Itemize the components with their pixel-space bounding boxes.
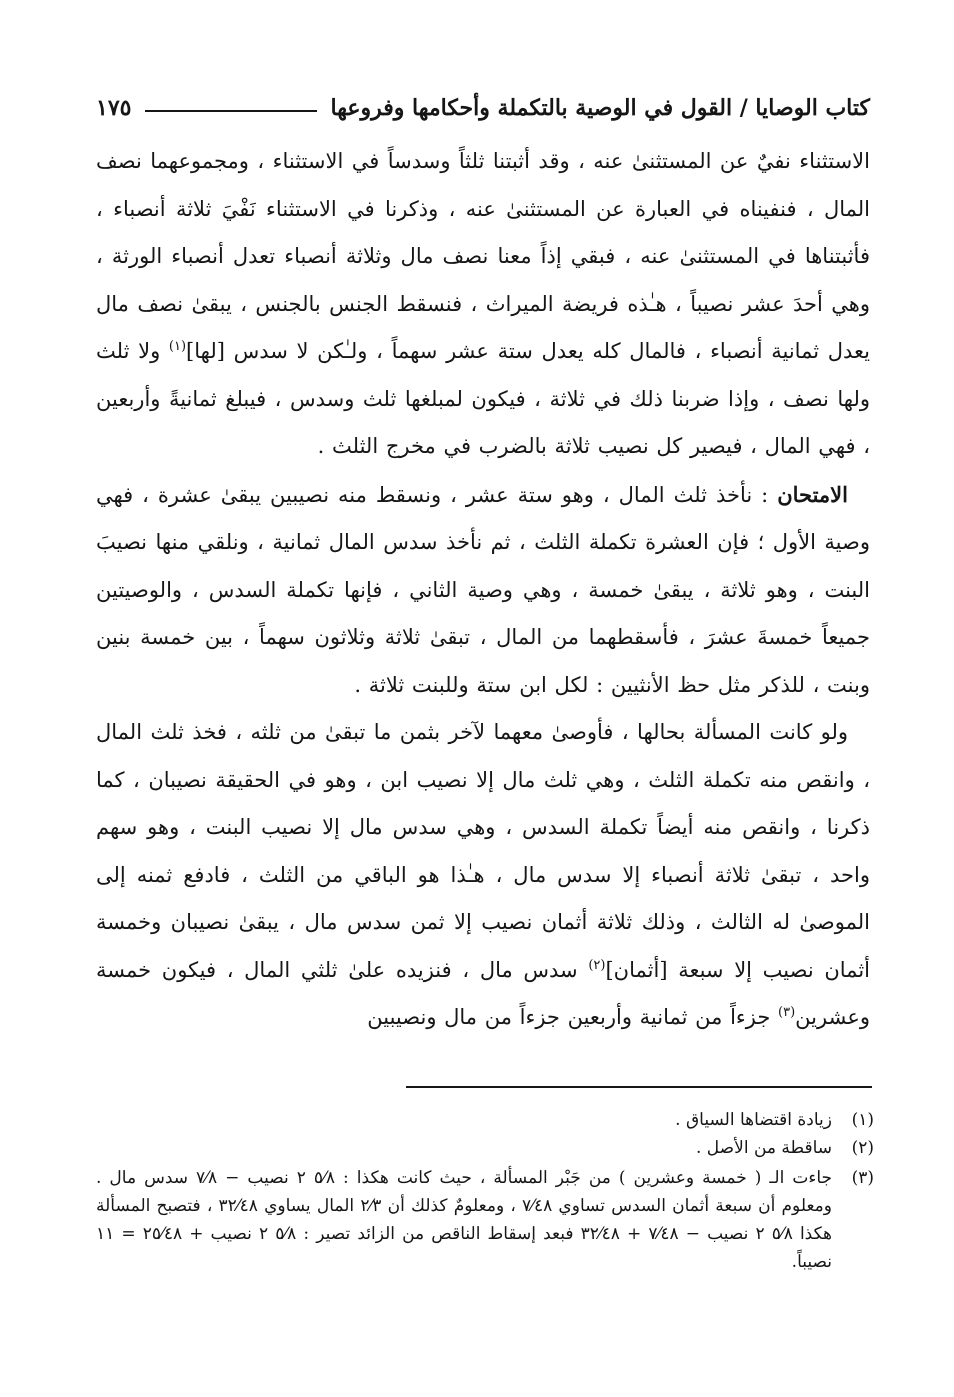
- header-title: كتاب الوصايا / القول في الوصية بالتكملة وأحكامها وفروعها: [330, 95, 870, 121]
- footnote-2: [96, 1134, 874, 1162]
- header-rule: [145, 110, 316, 112]
- paragraph-3-text: ولو كانت المسألة بحالها ، فأوصىٰ معهما لآخر بثمن ما تبقىٰ من ثلثه ، فخذ ثلث المال ، وانقص منه تكملة الثلث ، وهي ثلث مال إلا نصيب ابن ، وهو في الحقيقة نصيبان ، كما ذكرنا ، وانقص منه أيضاً تكملة السدس ، وهي سدس مال إلا نصيب البنت ، وهو سهم واحد ، تبقىٰ ثلاثة أنصباء إلا سدس مال ، هـٰذا هو الباقي من الثلث ، فادفع ثمنه إلى الموصىٰ له الثالث ، وذلك ثلاثة أثمان نصيب إلا ثمن سدس مال ، يبقىٰ نصيبان وخمسة أثمان نصيب إلا سبعة [أثمان]: [96, 720, 870, 982]
- running-header: [96, 86, 870, 130]
- footnote-text: جاءت الـ ( خمسة وعشرين ) من جَبْر المسألة ، حيث كانت هكذا : ٥⁄٨ ٢ نصيب − ٧⁄٨ سدس مال . ومعلوم أن سبعة أثمان السدس تساوي ٧⁄٤٨ ، ومعلومٌ كذلك أن ٢⁄٣ المال يساوي ٣٢⁄٤٨ ، فتصبح المسألة هكذا ٥⁄٨ ٢ نصيب − ٧⁄٤٨ + ٣٢⁄٤٨ فبعد إسقاط الناقص من الزائد تصير : ٥⁄٨ ٢ نصيب + ٢٥⁄٤٨ = ١١ نصيباً.: [96, 1168, 833, 1272]
- footnote-number: (١): [851, 1110, 874, 1130]
- footnote-text: ساقطة من الأصل .: [696, 1138, 832, 1158]
- footnote-separator: [406, 1086, 872, 1088]
- paragraph-3-text-cont2: جزءاً من ثمانية وأربعين جزءاً من مال ونصيبين: [367, 1005, 779, 1029]
- page-number: ١٧٥: [96, 95, 132, 121]
- paragraph-1: [96, 138, 870, 471]
- paragraph-2-lead: الامتحان: [777, 481, 848, 507]
- footnote-text: زيادة اقتضاها السياق .: [675, 1110, 832, 1130]
- paragraph-2: [96, 471, 870, 710]
- footnote-1: [96, 1106, 874, 1134]
- paragraph-3-text-cont: سدس مال ، فنزيده علىٰ ثلثي المال ، فيكون خمسة وعشرين: [96, 957, 870, 1029]
- footnote-ref-2[interactable]: (٢): [588, 957, 606, 973]
- paragraph-1-text-cont: ولا ثلث ولها نصف ، وإذا ضربنا ذلك في ثلاثة ، فيكون لمبلغها ثلث وسدس ، فيبلغ ثمانيةً وأربعين ، فهي المال ، فيصير كل نصيب ثلاثة بالضرب في مخرج الثلث .: [96, 339, 870, 458]
- paragraph-1-text: الاستثناء نفيٌ عن المستثنىٰ عنه ، وقد أثبتنا ثلثاً وسدساً في الاستثناء ، ومجموعهما نصف المال ، فنفيناه في العبارة عن المستثنىٰ عنه ، وذكرنا في الاستثناء نَفْيَ ثلاثة أنصباء ، فأثبتناها في المستثنىٰ عنه ، فبقي إذاً معنا نصف مال وثلاثة أنصباء تعدل أنصباء الورثة ، وهي أحدَ عشر نصيباً ، هـٰذه فريضة الميراث ، فنسقط الجنس بالجنس ، يبقىٰ نصف مال يعدل ثمانية أنصباء ، فالمال كله يعدل ستة عشر سهماً ، ولـٰكن لا سدس [لها]: [96, 149, 870, 363]
- footnote-number: (٢): [851, 1138, 874, 1158]
- footnote-number: (٣): [851, 1168, 874, 1188]
- footnote-ref-1[interactable]: (١): [168, 339, 187, 354]
- paragraph-3: [96, 709, 870, 1042]
- footnotes: [96, 1106, 874, 1276]
- footnote-ref-3[interactable]: (٣): [778, 1005, 796, 1020]
- footnote-3: [96, 1164, 874, 1276]
- main-text: [96, 138, 870, 1090]
- paragraph-2-text: : نأخذ ثلث المال ، وهو ستة عشر ، ونسقط منه نصيبين يبقىٰ عشرة ، فهي وصية الأول ؛ فإن العشرة تكملة الثلث ، ثم نأخذ سدس المال ثمانية ، ونلقي منها نصيبَ البنت ، وهو ثلاثة ، يبقىٰ خمسة ، وهي وصية الثاني ، فإنها تكملة السدس ، والوصيتين جميعاً خمسةَ عشرَ ، فأسقطهما من المال ، تبقىٰ ثلاثة وثلاثون سهماً ، بين خمسة بنين وبنت ، للذكر مثل حظ الأنثيين : لكل ابن ستة وللبنت ثلاثة .: [96, 482, 870, 697]
